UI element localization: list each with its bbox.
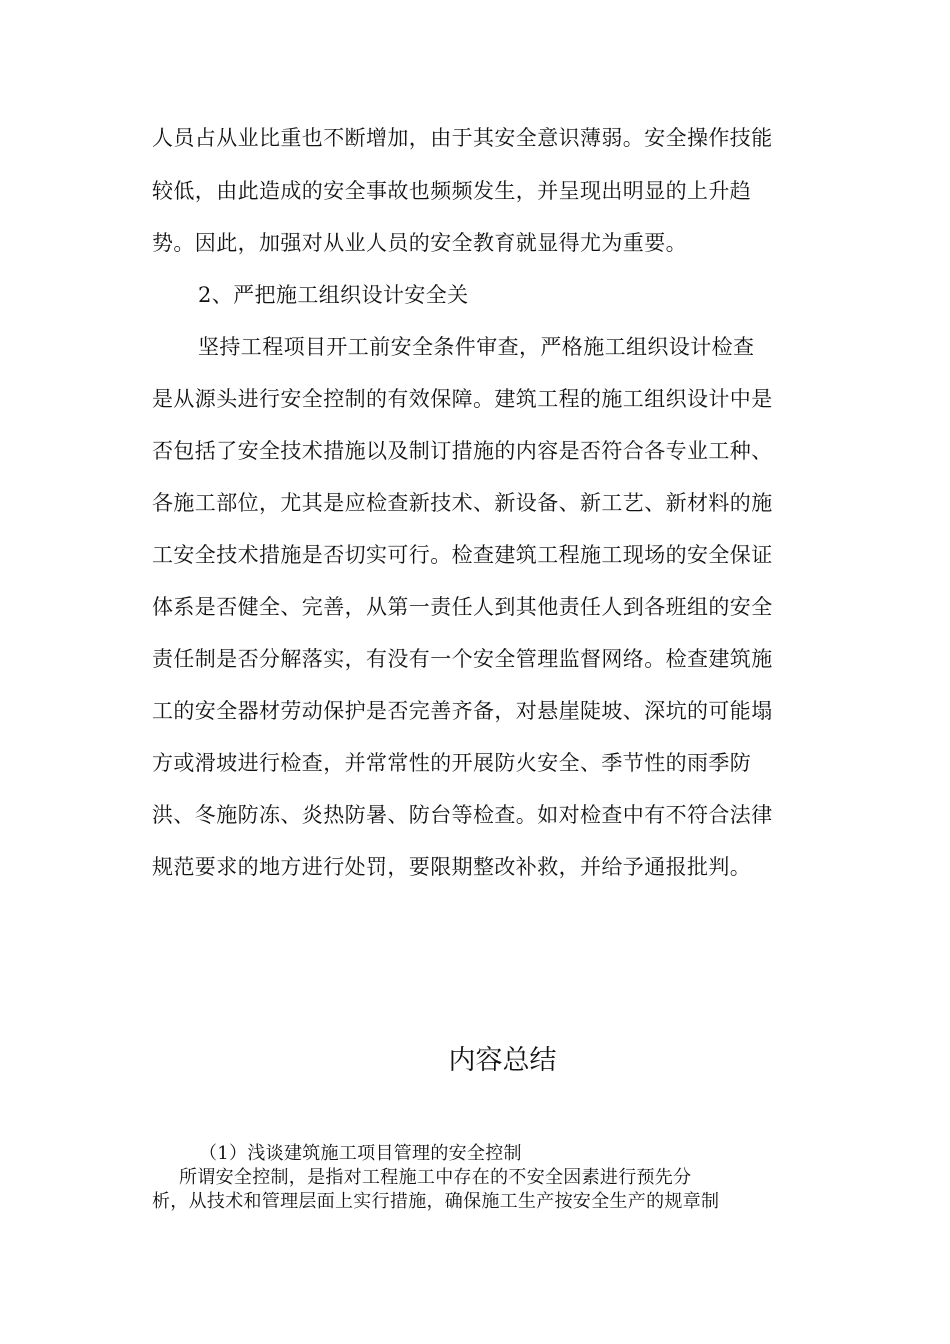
summary-line-1: 所谓安全控制，是指对工程施工中存在的不安全因素进行预先分 bbox=[179, 1167, 692, 1188]
para2-line-10: 洪、冬施防冻、炎热防暑、防台等检查。如对检查中有不符合法律 bbox=[152, 803, 773, 827]
summary-item-title: （1）浅谈建筑施工项目管理的安全控制 bbox=[199, 1143, 522, 1164]
body-line-3: 势。因此，加强对从业人员的安全教育就显得尤为重要。 bbox=[152, 231, 687, 255]
body-line-1: 人员占从业比重也不断增加，由于其安全意识薄弱。安全操作技能 bbox=[152, 126, 773, 150]
para2-line-3: 否包括了安全技术措施以及制订措施的内容是否符合各专业工种、 bbox=[152, 439, 773, 463]
para2-line-6: 体系是否健全、完善，从第一责任人到其他责任人到各班组的安全 bbox=[152, 595, 773, 619]
para2-line-8: 工的安全器材劳动保护是否完善齐备，对悬崖陡坡、深坑的可能塌 bbox=[152, 699, 773, 723]
body-line-2: 较低，由此造成的安全事故也频频发生，并呈现出明显的上升趋 bbox=[152, 179, 752, 203]
para2-line-4: 各施工部位，尤其是应检查新技术、新设备、新工艺、新材料的施 bbox=[152, 491, 773, 515]
para2-line-2: 是从源头进行安全控制的有效保障。建筑工程的施工组织设计中是 bbox=[152, 387, 773, 411]
summary-line-2: 析，从技术和管理层面上实行措施，确保施工生产按安全生产的规章制 bbox=[152, 1191, 720, 1212]
para2-line-5: 工安全技术措施是否切实可行。检查建筑工程施工现场的安全保证 bbox=[152, 543, 773, 567]
para2-line-1: 坚持工程项目开工前安全条件审查，严格施工组织设计检查 bbox=[198, 335, 755, 359]
section-heading: 2、严把施工组织设计安全关 bbox=[198, 283, 469, 307]
para2-line-11: 规范要求的地方进行处罚，要限期整改补救，并给予通报批判。 bbox=[152, 855, 752, 879]
para2-line-9: 方或滑坡进行检查，并常常性的开展防火安全、季节性的雨季防 bbox=[152, 751, 752, 775]
summary-title: 内容总结 bbox=[448, 1045, 557, 1076]
para2-line-7: 责任制是否分解落实，有没有一个安全管理监督网络。检查建筑施 bbox=[152, 647, 773, 671]
